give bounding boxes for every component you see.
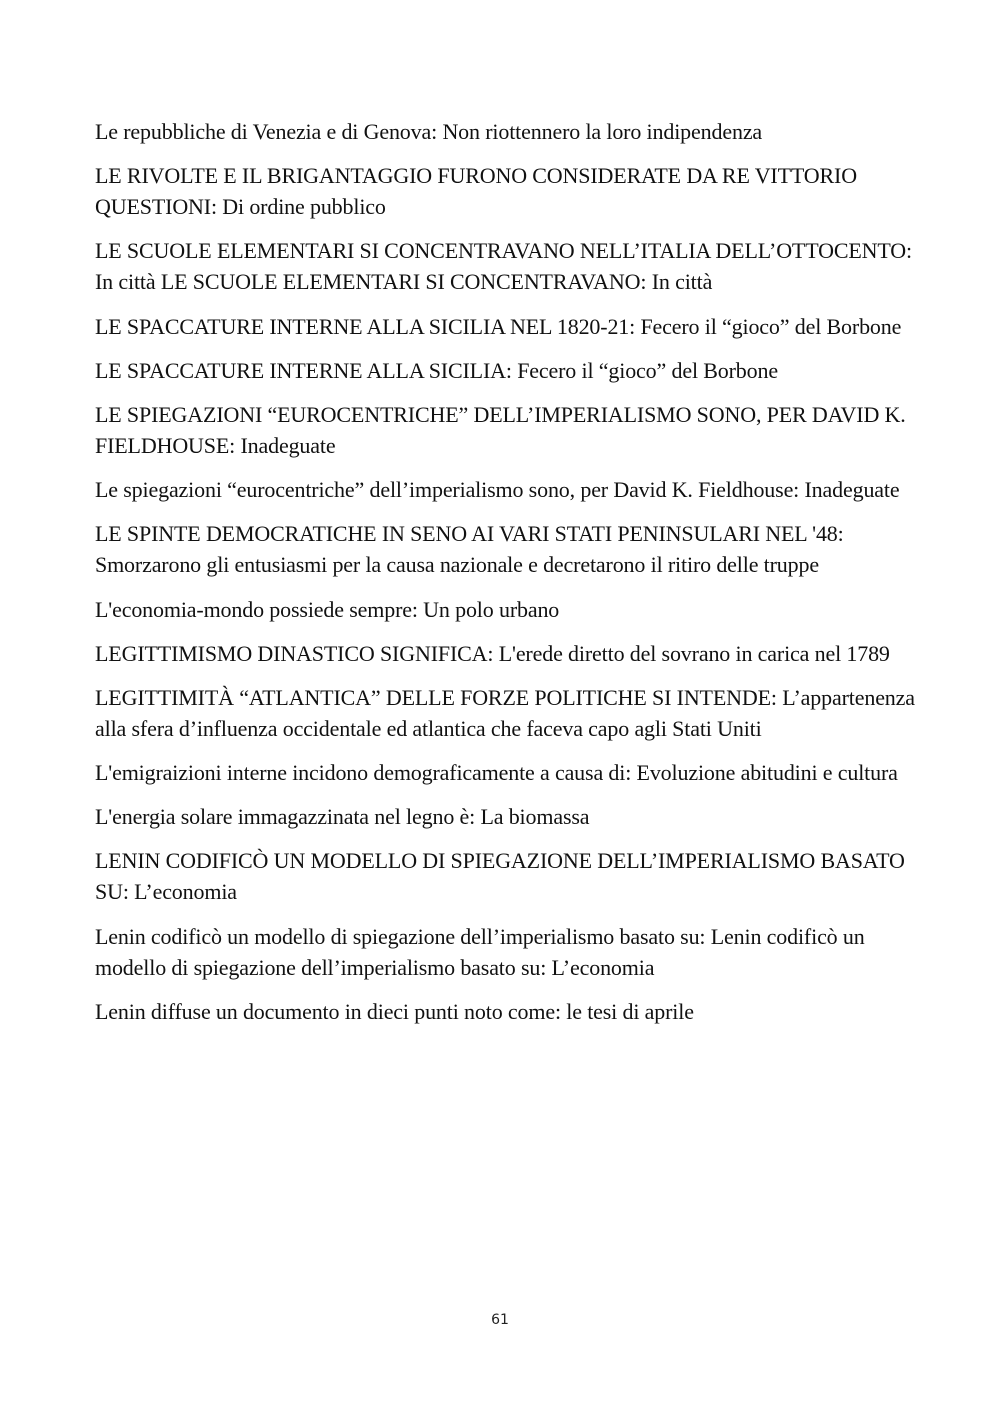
list-item: L'economia-mondo possiede sempre: Un polo urbano — [95, 596, 560, 622]
list-item: Lenin codificò un modello di spiegazione dell’imperialismo basato su: Lenin codificò un modello di spiegazione dell’imperialismo basato su: L’economia — [95, 923, 865, 980]
list-item: L'emigraizioni interne incidono demograficamente a causa di: Evoluzione abitudini e cultura — [95, 760, 898, 786]
list-item: LEGITTIMISMO DINASTICO SIGNIFICA: L'erede diretto del sovrano in carica nel 1789 — [95, 640, 890, 666]
list-item: LE SPINTE DEMOCRATICHE IN SENO AI VARI STATI PENINSULARI NEL '48: Smorzarono gli entusiasmi per la causa nazionale e decretarono il ritiro delle truppe — [95, 521, 844, 578]
list-item: LENIN CODIFICÒ UN MODELLO DI SPIEGAZIONE DELL’IMPERIALISMO BASATO SU: L’economia — [95, 848, 905, 905]
list-item: LE SPACCATURE INTERNE ALLA SICILIA NEL 1820-21: Fecero il “gioco” del Borbone — [95, 313, 902, 339]
list-item: LE SPIEGAZIONI “EUROCENTRICHE” DELL’IMPERIALISMO SONO, PER DAVID K. FIELDHOUSE: Inadeguate — [95, 401, 906, 458]
list-item: LE RIVOLTE E IL BRIGANTAGGIO FURONO CONSIDERATE DA RE VITTORIO QUESTIONI: Di ordine pubblico — [95, 163, 857, 220]
list-item: Lenin diffuse un documento in dieci punti noto come: le tesi di aprile — [95, 998, 694, 1024]
list-item: LE SCUOLE ELEMENTARI SI CONCENTRAVANO NELL’ITALIA DELL’OTTOCENTO: In città LE SCUOLE ELEMENTARI SI CONCENTRAVANO: In città — [95, 238, 912, 295]
list-item: LEGITTIMITÀ “ATLANTICA” DELLE FORZE POLITICHE SI INTENDE: L’appartenenza alla sfera d’influenza occidentale ed atlantica che faceva capo agli Stati Uniti — [95, 684, 915, 741]
page-number: 61 — [491, 1312, 509, 1328]
list-item: Le spiegazioni “eurocentriche” dell’imperialismo sono, per David K. Fieldhouse: Inadeguate — [95, 477, 900, 503]
list-item: Le repubbliche di Venezia e di Genova: Non riottennero la loro indipendenza — [95, 119, 763, 144]
list-item: LE SPACCATURE INTERNE ALLA SICILIA: Fecero il “gioco” del Borbone — [95, 357, 778, 383]
list-item: L'energia solare immagazzinata nel legno è: La biomassa — [95, 804, 590, 830]
entry-list — [95, 116, 915, 1040]
